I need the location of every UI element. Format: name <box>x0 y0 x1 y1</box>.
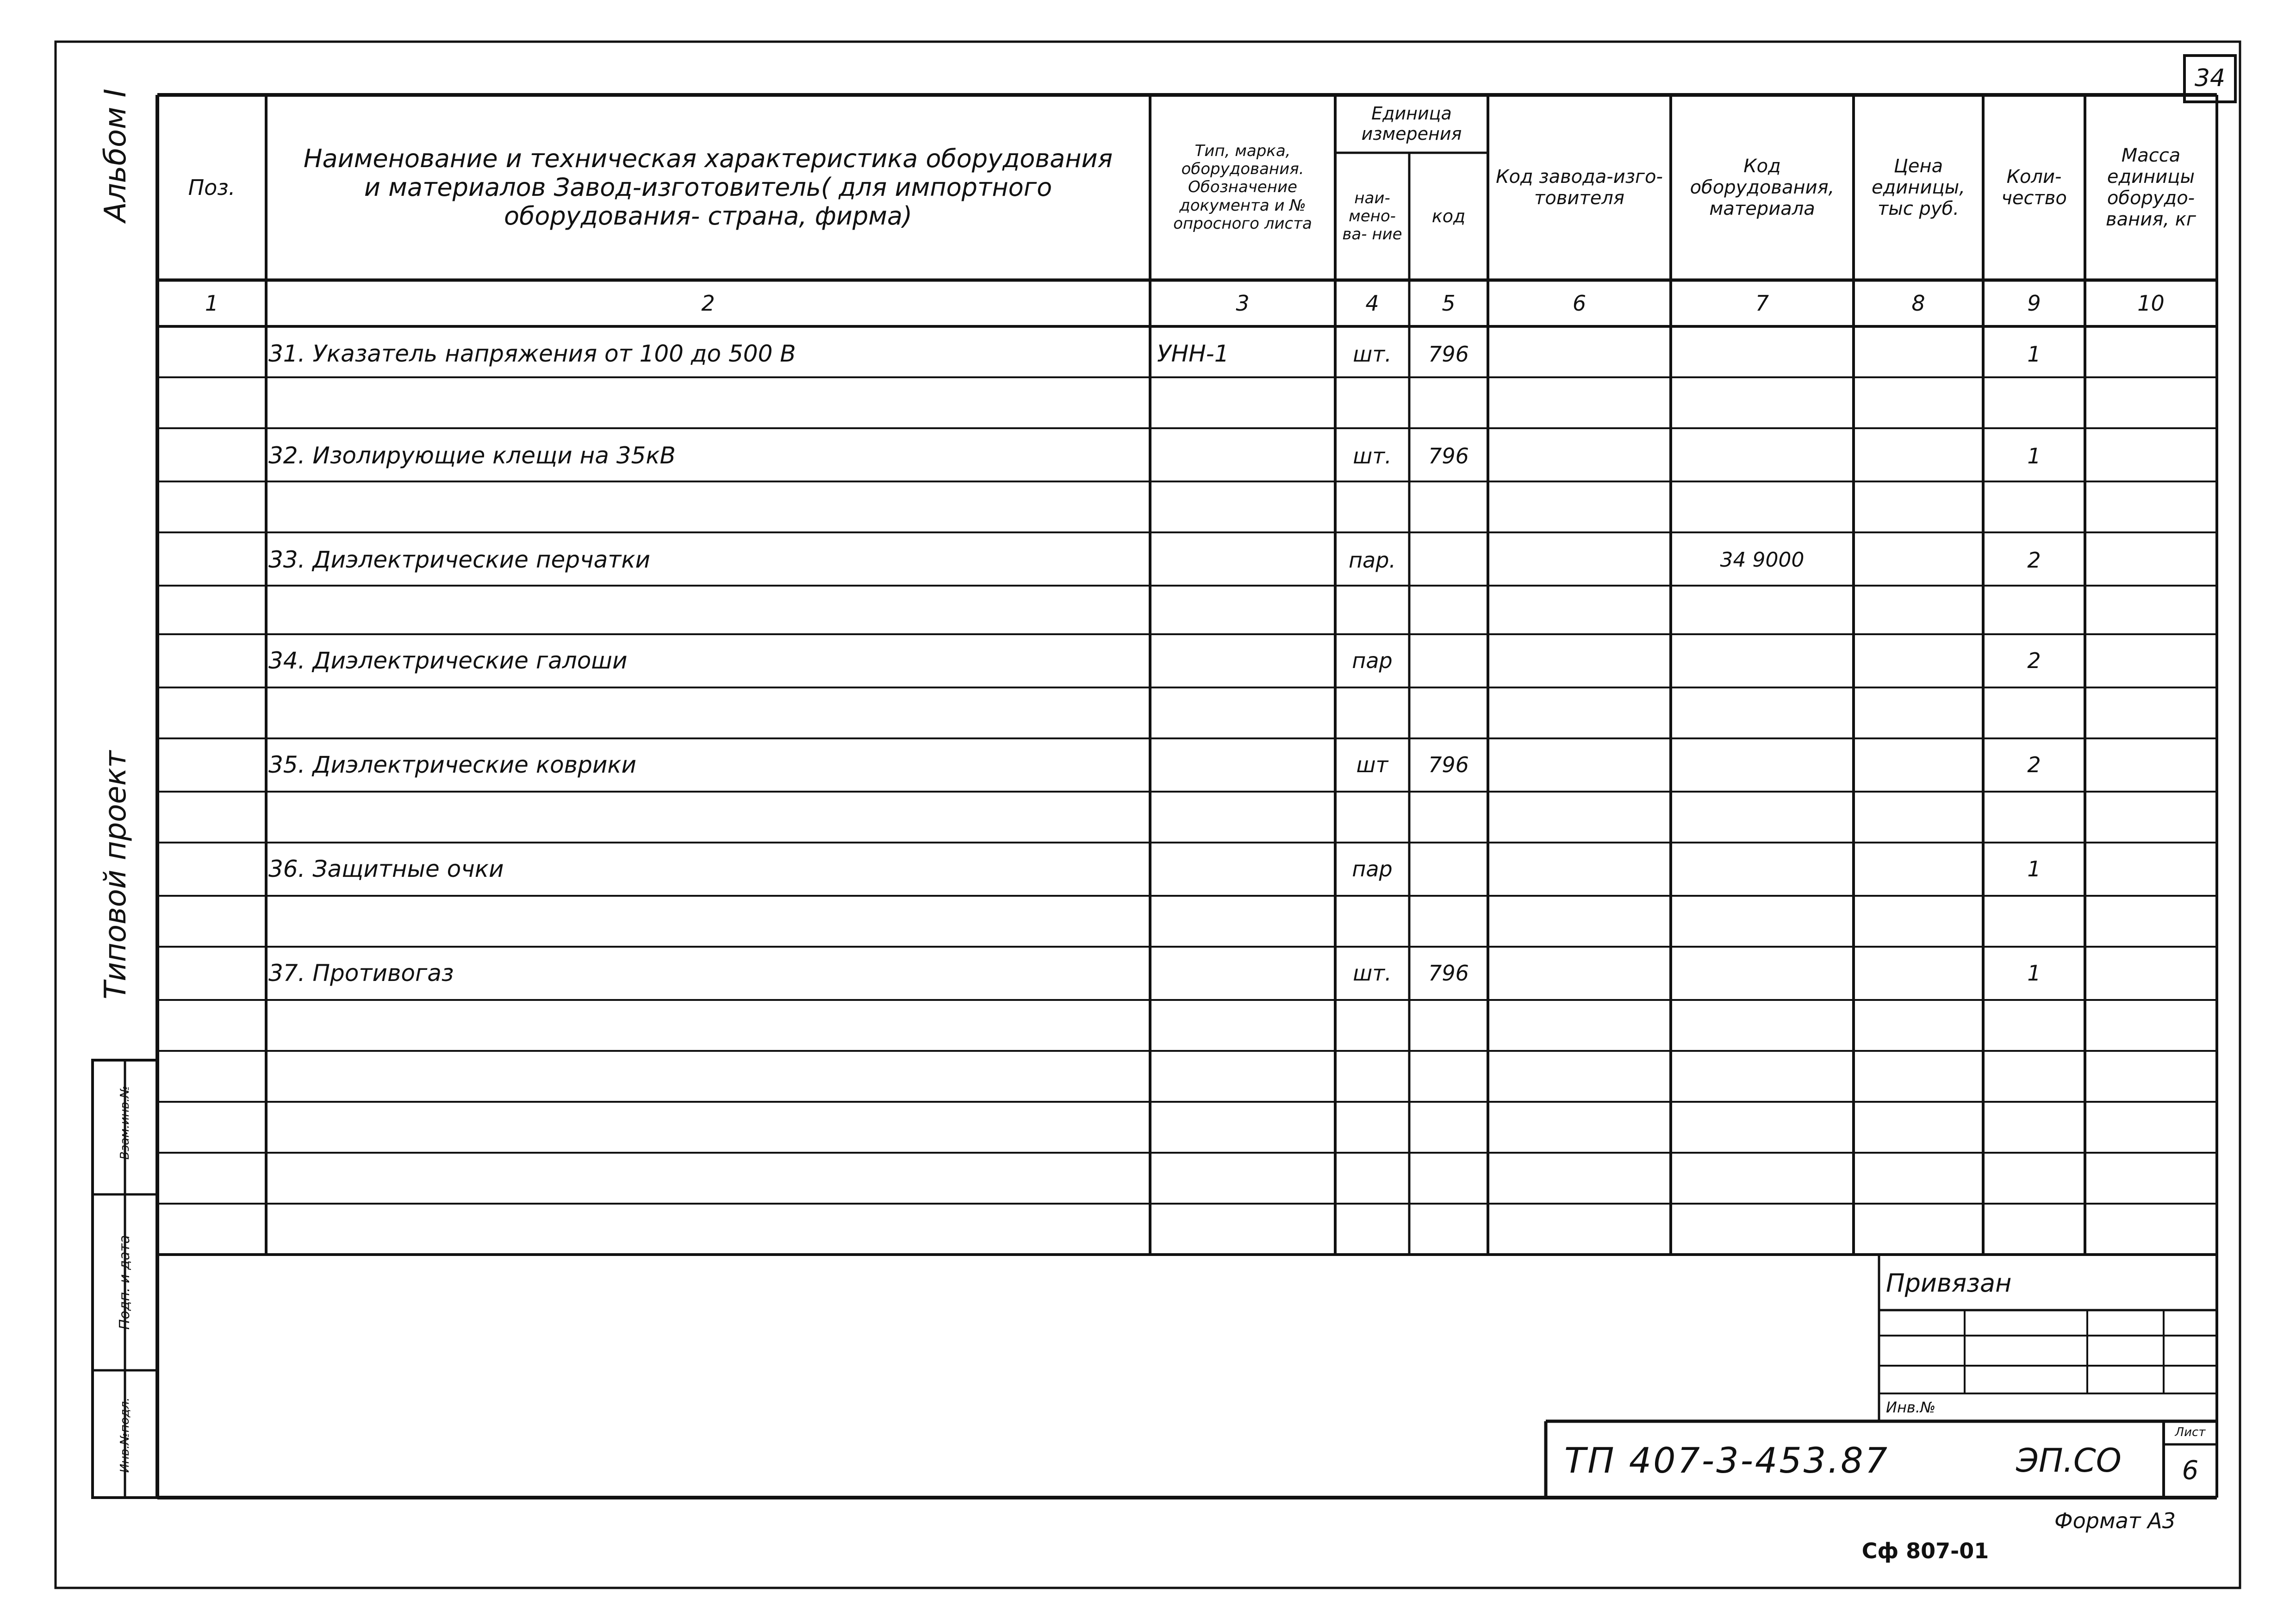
header-unit-price: Цена единицы, тыс руб. <box>1872 156 1965 219</box>
row-name: 32. Изолирующие клещи на 35кВ <box>268 442 676 469</box>
column-number: 3 <box>1236 290 1250 316</box>
column-number: 5 <box>1442 290 1456 316</box>
document-code: ТП 407-3-453.87 <box>1564 1440 1889 1481</box>
row-unit-code <box>1409 537 1488 583</box>
row-unit: шт <box>1356 752 1388 778</box>
row-unit-code: 796 <box>1428 961 1469 986</box>
column-number: 7 <box>1755 290 1769 316</box>
header-position: Поз. <box>188 175 236 200</box>
header-unit-name: наи- мено- ва- ние <box>1342 188 1402 244</box>
column-number: 1 <box>205 290 219 316</box>
stamp-label-replacement: Взам.инв.№ <box>118 1086 132 1160</box>
row-quantity: 2 <box>2027 752 2041 778</box>
row-material-code <box>1671 433 1854 479</box>
row-unit: шт. <box>1353 341 1392 367</box>
stamp-label-inventory: Инв.№подл. <box>118 1397 132 1473</box>
sheet-field: 6 <box>2182 1455 2199 1486</box>
column-number: 9 <box>2027 290 2041 316</box>
row-quantity: 1 <box>2027 856 2041 882</box>
row-unit: шт. <box>1353 443 1392 468</box>
row-quantity: 1 <box>2027 341 2041 367</box>
header-unit-code: код <box>1431 206 1466 226</box>
section-code: ЭП.СО <box>2016 1441 2122 1480</box>
header-name: Наименование и техническая характеристика оборудования и материалов Завод-изготовитель( для импортного оборудования- страна, фирма) <box>303 144 1113 231</box>
project-label: Типовой проект <box>99 750 133 999</box>
header-quantity: Коли- чество <box>2001 166 2067 209</box>
row-unit-code: 796 <box>1428 752 1469 778</box>
column-number: 2 <box>701 290 715 316</box>
privyazan-inventory-label: Инв.№ <box>1886 1398 1936 1416</box>
row-quantity: 1 <box>2027 443 2041 468</box>
header-unit-group: Единица измерения <box>1361 103 1462 144</box>
row-material-code <box>1671 637 1854 685</box>
header-equipment-code: Код оборудования, материала <box>1690 156 1835 219</box>
row-name: 36. Защитные очки <box>268 855 504 882</box>
row-material-code <box>1671 845 1854 893</box>
column-number: 10 <box>2137 290 2165 316</box>
column-number: 8 <box>1911 290 1925 316</box>
row-unit: шт. <box>1353 961 1392 986</box>
row-name: 33. Диэлектрические перчатки <box>268 546 651 574</box>
row-material-code <box>1671 741 1854 789</box>
header-manufacturer-code: Код завода-изго- товителя <box>1496 166 1663 209</box>
sheet-label: Лист <box>2175 1425 2206 1440</box>
header-type: Тип, марка, оборудования. Обозначение документа и № опросного листа <box>1173 142 1312 233</box>
row-unit-code <box>1409 637 1488 685</box>
privyazan-title: Привязан <box>1886 1268 2012 1298</box>
row-type: УНН-1 <box>1157 340 1229 368</box>
row-type <box>1157 741 1333 789</box>
row-material-code <box>1671 949 1854 998</box>
row-type <box>1157 537 1333 583</box>
form-code: Сф 807-01 <box>1861 1538 1989 1563</box>
row-type <box>1157 949 1333 998</box>
row-quantity: 1 <box>2027 961 2041 986</box>
row-name: 34. Диэлектрические галоши <box>268 647 628 674</box>
column-number: 4 <box>1365 290 1379 316</box>
row-unit: пар. <box>1348 547 1396 573</box>
album-label: Альбом I <box>99 88 133 222</box>
row-type <box>1157 433 1333 479</box>
row-name: 37. Противогаз <box>268 959 454 987</box>
row-type <box>1157 637 1333 685</box>
row-unit-code: 796 <box>1428 443 1469 468</box>
row-unit: пар <box>1352 856 1393 882</box>
row-material-code <box>1671 333 1854 375</box>
sheet-number: 34 <box>2194 64 2226 93</box>
header-unit-mass: Масса единицы оборудо- вания, кг <box>2106 145 2196 230</box>
row-name: 31. Указатель напряжения от 100 до 500 В <box>268 340 796 368</box>
format-label: Формат А3 <box>2054 1508 2176 1533</box>
row-quantity: 2 <box>2027 547 2041 573</box>
stamp-label-signature: Подп. и дата <box>117 1235 133 1330</box>
row-quantity: 2 <box>2027 648 2041 674</box>
column-number: 6 <box>1572 290 1587 316</box>
row-name: 35. Диэлектрические коврики <box>268 751 637 778</box>
row-material-code: 34 9000 <box>1720 548 1804 572</box>
row-unit-code: 796 <box>1428 341 1469 367</box>
row-type <box>1157 845 1333 893</box>
row-unit-code <box>1409 845 1488 893</box>
row-unit: пар <box>1352 648 1393 674</box>
